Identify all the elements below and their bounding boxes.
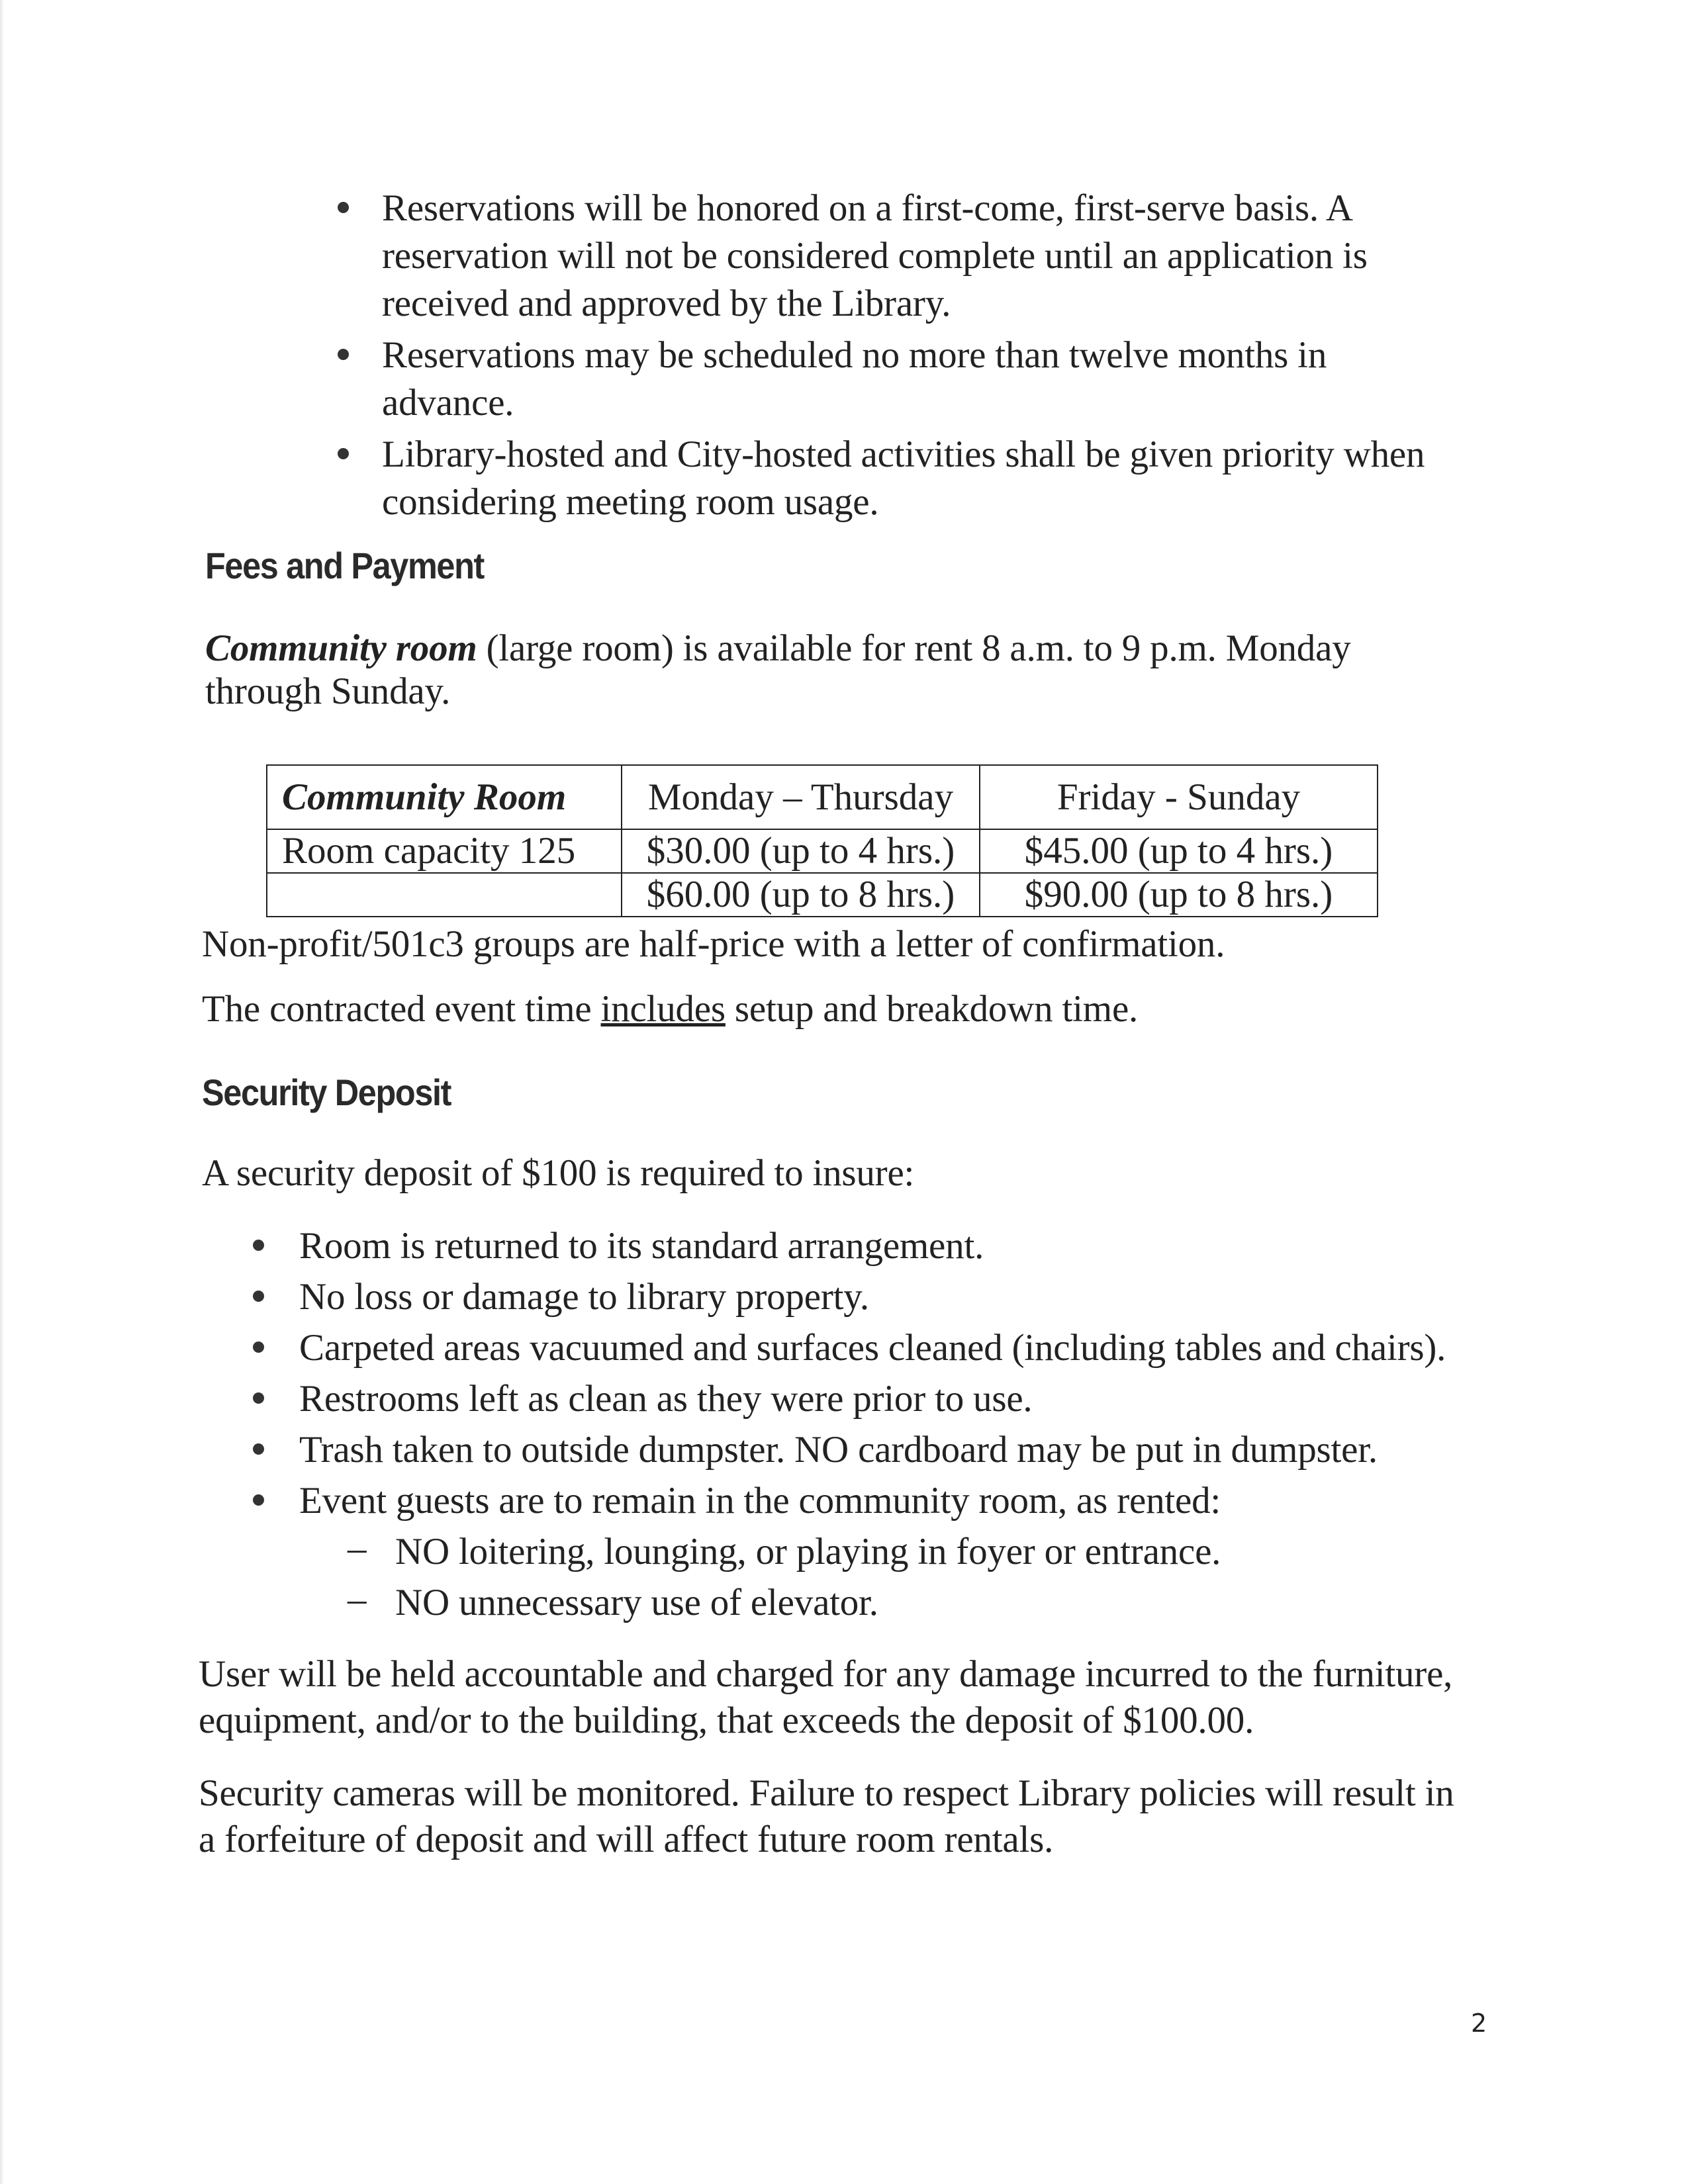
sub-list-item: NO unnecessary use of elevator. xyxy=(395,1582,878,1623)
bullet-icon xyxy=(253,1494,264,1506)
list-item-line: considering meeting room usage. xyxy=(382,481,879,523)
list-item: Event guests are to remain in the community room, as rented: xyxy=(299,1480,1221,1522)
list-item: Carpeted areas vacuumed and surfaces cleaned (including tables and chairs). xyxy=(299,1327,1446,1369)
fees-intro-emphasis: Community room xyxy=(205,627,477,669)
table-cell: $90.00 (up to 8 hrs.) xyxy=(980,873,1378,917)
table-cell xyxy=(267,873,622,917)
table-cell: Room capacity 125 xyxy=(267,829,622,873)
liability-line: equipment, and/or to the building, that exceeds the deposit of $100.00. xyxy=(199,1700,1254,1741)
bullet-icon xyxy=(338,202,349,213)
list-item-line: Reservations will be honored on a first-come, first-serve basis. A xyxy=(382,187,1353,229)
dash-icon: – xyxy=(348,1578,367,1620)
bullet-icon xyxy=(253,1443,264,1455)
page-number: 2 xyxy=(1471,2009,1487,2038)
table-header-cell: Monday – Thursday xyxy=(622,765,980,829)
list-item: Room is returned to its standard arrangement. xyxy=(299,1225,984,1267)
event-time-pre: The contracted event time xyxy=(202,988,601,1030)
security-heading: Security Deposit xyxy=(202,1071,451,1113)
bullet-icon xyxy=(338,448,349,459)
event-time-note xyxy=(202,986,1138,1032)
scan-edge xyxy=(0,0,4,2184)
list-item: Trash taken to outside dumpster. NO cardboard may be put in dumpster. xyxy=(299,1429,1378,1471)
list-item-line: advance. xyxy=(382,382,514,424)
list-item: Restrooms left as clean as they were prior to use. xyxy=(299,1378,1033,1420)
nonprofit-note: Non-profit/501c3 groups are half-price with a letter of confirmation. xyxy=(202,923,1225,965)
list-item: No loss or damage to library property. xyxy=(299,1276,869,1318)
bullet-icon xyxy=(338,349,349,360)
bullet-icon xyxy=(253,1291,264,1302)
table-row xyxy=(267,829,1378,873)
list-item-line: Reservations may be scheduled no more than twelve months in xyxy=(382,334,1327,376)
liability-line: User will be held accountable and charged for any damage incurred to the furniture, xyxy=(199,1653,1453,1695)
dash-icon: – xyxy=(348,1527,367,1569)
security-intro: A security deposit of $100 is required to insure: xyxy=(202,1152,915,1194)
fees-table xyxy=(266,764,1378,917)
table-cell: $30.00 (up to 4 hrs.) xyxy=(622,829,980,873)
cameras-line: a forfeiture of deposit and will affect future room rentals. xyxy=(199,1819,1054,1860)
fees-intro-line2: through Sunday. xyxy=(205,670,451,712)
table-cell: $60.00 (up to 8 hrs.) xyxy=(622,873,980,917)
fees-heading: Fees and Payment xyxy=(205,545,484,586)
table-header-cell: Friday - Sunday xyxy=(980,765,1378,829)
event-time-post: setup and breakdown time. xyxy=(725,988,1139,1030)
table-header-row xyxy=(267,765,1378,829)
event-time-underlined: includes xyxy=(600,988,726,1030)
bullet-icon xyxy=(253,1342,264,1353)
cameras-line: Security cameras will be monitored. Failure to respect Library policies will result in xyxy=(199,1772,1454,1814)
list-item-line: reservation will not be considered complete until an application is xyxy=(382,235,1368,277)
table-header-cell: Community Room xyxy=(267,765,622,829)
sub-list-item: NO loitering, lounging, or playing in foyer or entrance. xyxy=(395,1531,1221,1572)
table-cell: $45.00 (up to 4 hrs.) xyxy=(980,829,1378,873)
table-row xyxy=(267,873,1378,917)
bullet-icon xyxy=(253,1240,264,1251)
list-item-line: received and approved by the Library. xyxy=(382,283,951,324)
bullet-icon xyxy=(253,1392,264,1404)
list-item-line: Library-hosted and City-hosted activities shall be given priority when xyxy=(382,433,1425,475)
fees-intro xyxy=(205,625,1351,672)
fees-intro-text: (large room) is available for rent 8 a.m. to 9 p.m. Monday xyxy=(477,627,1351,669)
